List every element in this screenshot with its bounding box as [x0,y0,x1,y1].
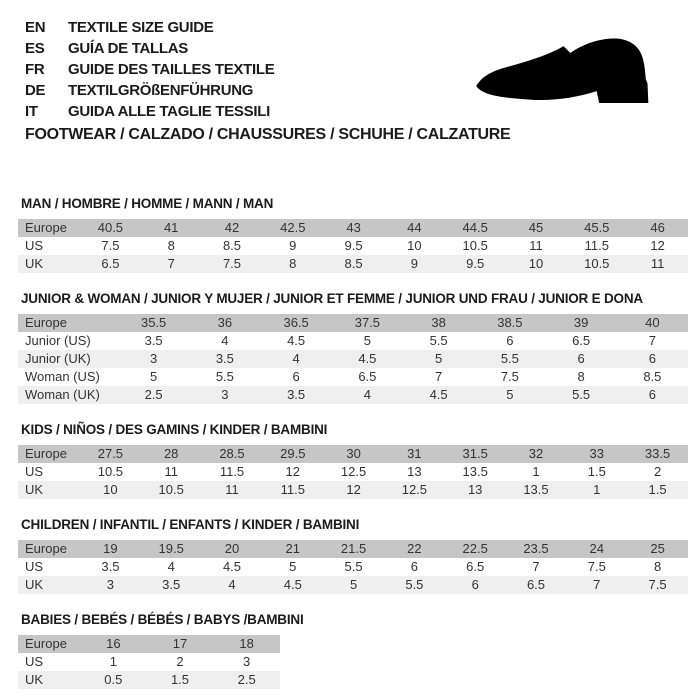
row-label: Woman (UK) [25,387,100,402]
size-cell: 1 [532,464,540,479]
size-cell: 45.5 [584,220,610,235]
size-cell: 7.5 [500,369,519,384]
table-row [18,576,688,594]
row-label: Junior (UK) [25,351,91,366]
size-cell: 5.5 [572,387,591,402]
size-cell: 19 [103,541,118,556]
size-cell: 40 [645,315,660,330]
size-cell: 46 [650,220,665,235]
size-cell: 4 [228,577,236,592]
size-cell: 19.5 [158,541,184,556]
size-cell: 5 [150,369,158,384]
size-cell: 3.5 [215,351,234,366]
size-cell: 21.5 [340,541,367,556]
size-cell: 7 [593,577,601,592]
size-cell: 5 [506,387,514,402]
size-cell: 10 [407,238,422,253]
table-row [18,671,280,689]
size-cell: 6 [648,387,656,402]
size-cell: 7.5 [222,256,242,271]
table-row [18,463,688,481]
table-row [18,255,688,273]
size-cell: 3 [243,654,251,669]
size-cell: 8 [577,369,585,384]
size-cell: 10 [103,482,118,497]
size-cell: 1.5 [170,672,190,687]
size-cell: 8 [167,238,175,253]
size-cell: 13.5 [523,482,549,497]
section-title-children: CHILDREN / INFANTIL / ENFANTS / KINDER / BAMBINI [21,517,360,532]
size-cell: 12 [650,238,665,253]
size-cell: 35.5 [140,315,167,330]
size-cell: 7 [167,256,175,271]
size-cell: 2 [653,464,662,479]
size-cell: 1 [109,654,117,669]
size-cell: 5.5 [405,577,424,592]
size-cell: 27.5 [97,446,124,461]
row-label: US [25,238,44,253]
size-cell: 5.5 [344,559,363,574]
row-label: UK [25,256,44,271]
size-cell: 6.5 [101,256,120,271]
language-code: DE [25,82,46,99]
size-cell: 3.5 [144,333,163,348]
table-row [18,386,688,404]
size-cell: 4 [221,333,229,348]
size-cell: 1 [593,482,601,497]
size-cell: 18 [239,636,254,651]
size-cell: 11 [529,238,543,253]
size-cell: 10 [528,256,544,271]
size-cell: 5.5 [429,333,448,348]
size-cell: 11.5 [584,238,609,253]
size-cell: 5 [363,333,371,348]
size-cell: 42.5 [280,220,306,235]
size-cell: 9 [289,238,297,253]
row-label: Europe [25,315,67,330]
row-label: UK [25,482,44,497]
size-cell: 3.5 [162,577,181,592]
table-row [18,314,688,332]
section-title-babies: BABIES / BEBÉS / BÉBÉS / BABYS /BAMBINI [21,612,304,627]
size-cell: 4 [363,387,371,402]
size-cell: 12 [285,464,301,479]
language-row-en [25,17,274,38]
size-cell: 21 [285,541,301,556]
size-cell: 11 [650,256,665,271]
size-section-kids [18,422,688,499]
table-row [18,219,688,237]
section-title-man: MAN / HOMBRE / HOMME / MANN / MAN [21,196,274,211]
row-label: Europe [25,446,67,461]
language-row-de [25,80,274,101]
size-cell: 3.5 [101,559,120,574]
size-cell: 44.5 [462,220,488,235]
size-section-junior-woman [18,291,688,404]
size-table-babies [18,635,280,689]
size-cell: 37.5 [354,315,381,330]
table-row [18,332,688,350]
size-cell: 22.5 [462,541,488,556]
size-cell: 44 [407,220,422,235]
size-cell: 5.5 [500,351,519,366]
table-row [18,540,688,558]
size-cell: 17 [172,636,188,651]
row-label: UK [25,577,44,592]
size-cell: 5 [289,559,297,574]
size-cell: 12 [346,482,361,497]
row-label: Europe [25,636,67,651]
size-cell: 30 [346,446,361,461]
size-cell: 45 [528,220,544,235]
size-cell: 8 [653,559,662,574]
size-cell: 10.5 [97,464,124,479]
size-cell: 6.5 [572,333,591,348]
size-cell: 9.5 [344,238,363,253]
language-title: GUIDE DES TAILLES TEXTILE [68,61,275,78]
language-list [25,17,274,122]
size-cell: 11 [164,464,178,479]
size-cell: 33.5 [644,446,671,461]
size-cell: 11.5 [219,464,245,479]
size-cell: 39 [573,315,589,330]
size-cell: 32 [528,446,544,461]
size-cell: 16 [106,636,121,651]
row-label: Junior (US) [25,333,91,348]
language-row-fr [25,59,274,80]
size-cell: 7 [532,559,540,574]
language-code: IT [25,103,38,120]
row-label: Europe [25,541,67,556]
size-cell: 9 [410,256,418,271]
size-cell: 6 [506,333,514,348]
language-title: TEXTILE SIZE GUIDE [68,19,214,36]
size-cell: 4.5 [283,577,302,592]
size-cell: 12.5 [401,482,428,497]
size-cell: 8.5 [643,369,662,384]
table-row [18,558,688,576]
size-cell: 4.5 [358,351,377,366]
language-row-it [25,101,274,122]
size-table-kids [18,445,688,499]
size-cell: 8.5 [222,238,242,253]
size-cell: 33 [589,446,604,461]
row-label: UK [25,672,44,687]
size-cell: 6.5 [466,559,485,574]
language-title: TEXTILGRÖßENFÜHRUNG [68,82,254,99]
language-title: GUIDA ALLE TAGLIE TESSILI [68,103,270,120]
size-cell: 3 [106,577,115,592]
category-title: FOOTWEAR / CALZADO / CHAUSSURES / SCHUHE / CALZATURE [25,126,511,143]
size-cell: 13 [407,464,422,479]
size-cell: 31 [407,446,422,461]
size-cell: 4.5 [287,333,306,348]
row-label: Woman (US) [25,369,100,384]
size-cell: 11 [225,482,239,497]
size-cell: 22 [407,541,422,556]
language-code: FR [25,61,45,78]
size-cell: 7 [648,333,656,348]
size-cell: 36.5 [283,315,309,330]
size-cell: 6 [648,351,656,366]
size-cell: 4.5 [222,559,242,574]
section-title-kids: KIDS / NIÑOS / DES GAMINS / KINDER / BAMBINI [21,422,328,437]
size-cell: 23.5 [523,541,549,556]
size-section-babies [18,612,688,689]
language-code: ES [25,40,45,57]
size-cell: 25 [650,541,665,556]
size-cell: 7.5 [648,577,667,592]
size-cell: 5 [435,351,443,366]
size-cell: 40.5 [97,220,124,235]
row-label: Europe [25,220,67,235]
size-tables [18,196,688,700]
size-cell: 36 [217,315,233,330]
size-cell: 20 [224,541,240,556]
size-cell: 5 [349,577,358,592]
size-table-junior-woman [18,314,688,404]
size-cell: 2 [176,654,184,669]
size-cell: 6.5 [526,577,546,592]
table-row [18,445,688,463]
size-cell: 8.5 [344,256,363,271]
size-cell: 43 [346,220,361,235]
size-cell: 10.5 [158,482,184,497]
size-cell: 1.5 [648,482,667,497]
size-section-children [18,517,688,594]
size-cell: 3 [221,387,229,402]
size-cell: 4 [167,559,175,574]
table-row [18,368,688,386]
size-cell: 29.5 [280,446,306,461]
size-table-man [18,219,688,273]
size-cell: 2.5 [237,672,256,687]
size-cell: 12.5 [340,464,367,479]
size-cell: 38.5 [497,315,523,330]
size-cell: 38 [431,315,446,330]
size-cell: 7.5 [101,238,120,253]
size-section-man [18,196,688,273]
size-cell: 1.5 [587,464,606,479]
size-cell: 8 [289,256,297,271]
size-table-children [18,540,688,594]
size-cell: 41 [163,220,179,235]
size-cell: 3 [150,351,158,366]
row-label: US [25,559,44,574]
size-cell: 0.5 [104,672,123,687]
language-title: GUÍA DE TALLAS [68,40,188,57]
size-cell: 6 [292,369,300,384]
size-cell: 6.5 [358,369,377,384]
section-title-junior-woman: JUNIOR & WOMAN / JUNIOR Y MUJER / JUNIOR ET FEMME / JUNIOR UND FRAU / JUNIOR E DONA [21,291,643,306]
row-label: US [25,654,44,669]
size-cell: 6 [577,351,585,366]
size-cell: 4.5 [429,387,448,402]
table-row [18,481,688,499]
size-cell: 24 [589,541,604,556]
dress-shoe-icon [455,28,667,122]
table-row [18,653,280,671]
size-cell: 42 [224,220,240,235]
size-cell: 10.5 [584,256,610,271]
size-cell: 6 [410,559,418,574]
size-cell: 9.5 [466,256,485,271]
size-cell: 31.5 [462,446,488,461]
size-cell: 7 [435,369,443,384]
language-row-es [25,38,274,59]
size-cell: 3.5 [287,387,306,402]
size-cell: 2.5 [144,387,163,402]
size-cell: 13 [467,482,483,497]
size-cell: 11.5 [280,482,305,497]
table-row [18,635,280,653]
size-cell: 28.5 [219,446,245,461]
row-label: US [25,464,44,479]
table-row [18,237,688,255]
size-cell: 10.5 [462,238,488,253]
language-code: EN [25,19,46,36]
size-cell: 4 [292,351,300,366]
table-row [18,350,688,368]
size-cell: 6 [471,577,479,592]
size-cell: 28 [163,446,179,461]
size-cell: 13.5 [462,464,488,479]
size-cell: 5.5 [215,369,234,384]
size-cell: 7.5 [587,559,606,574]
